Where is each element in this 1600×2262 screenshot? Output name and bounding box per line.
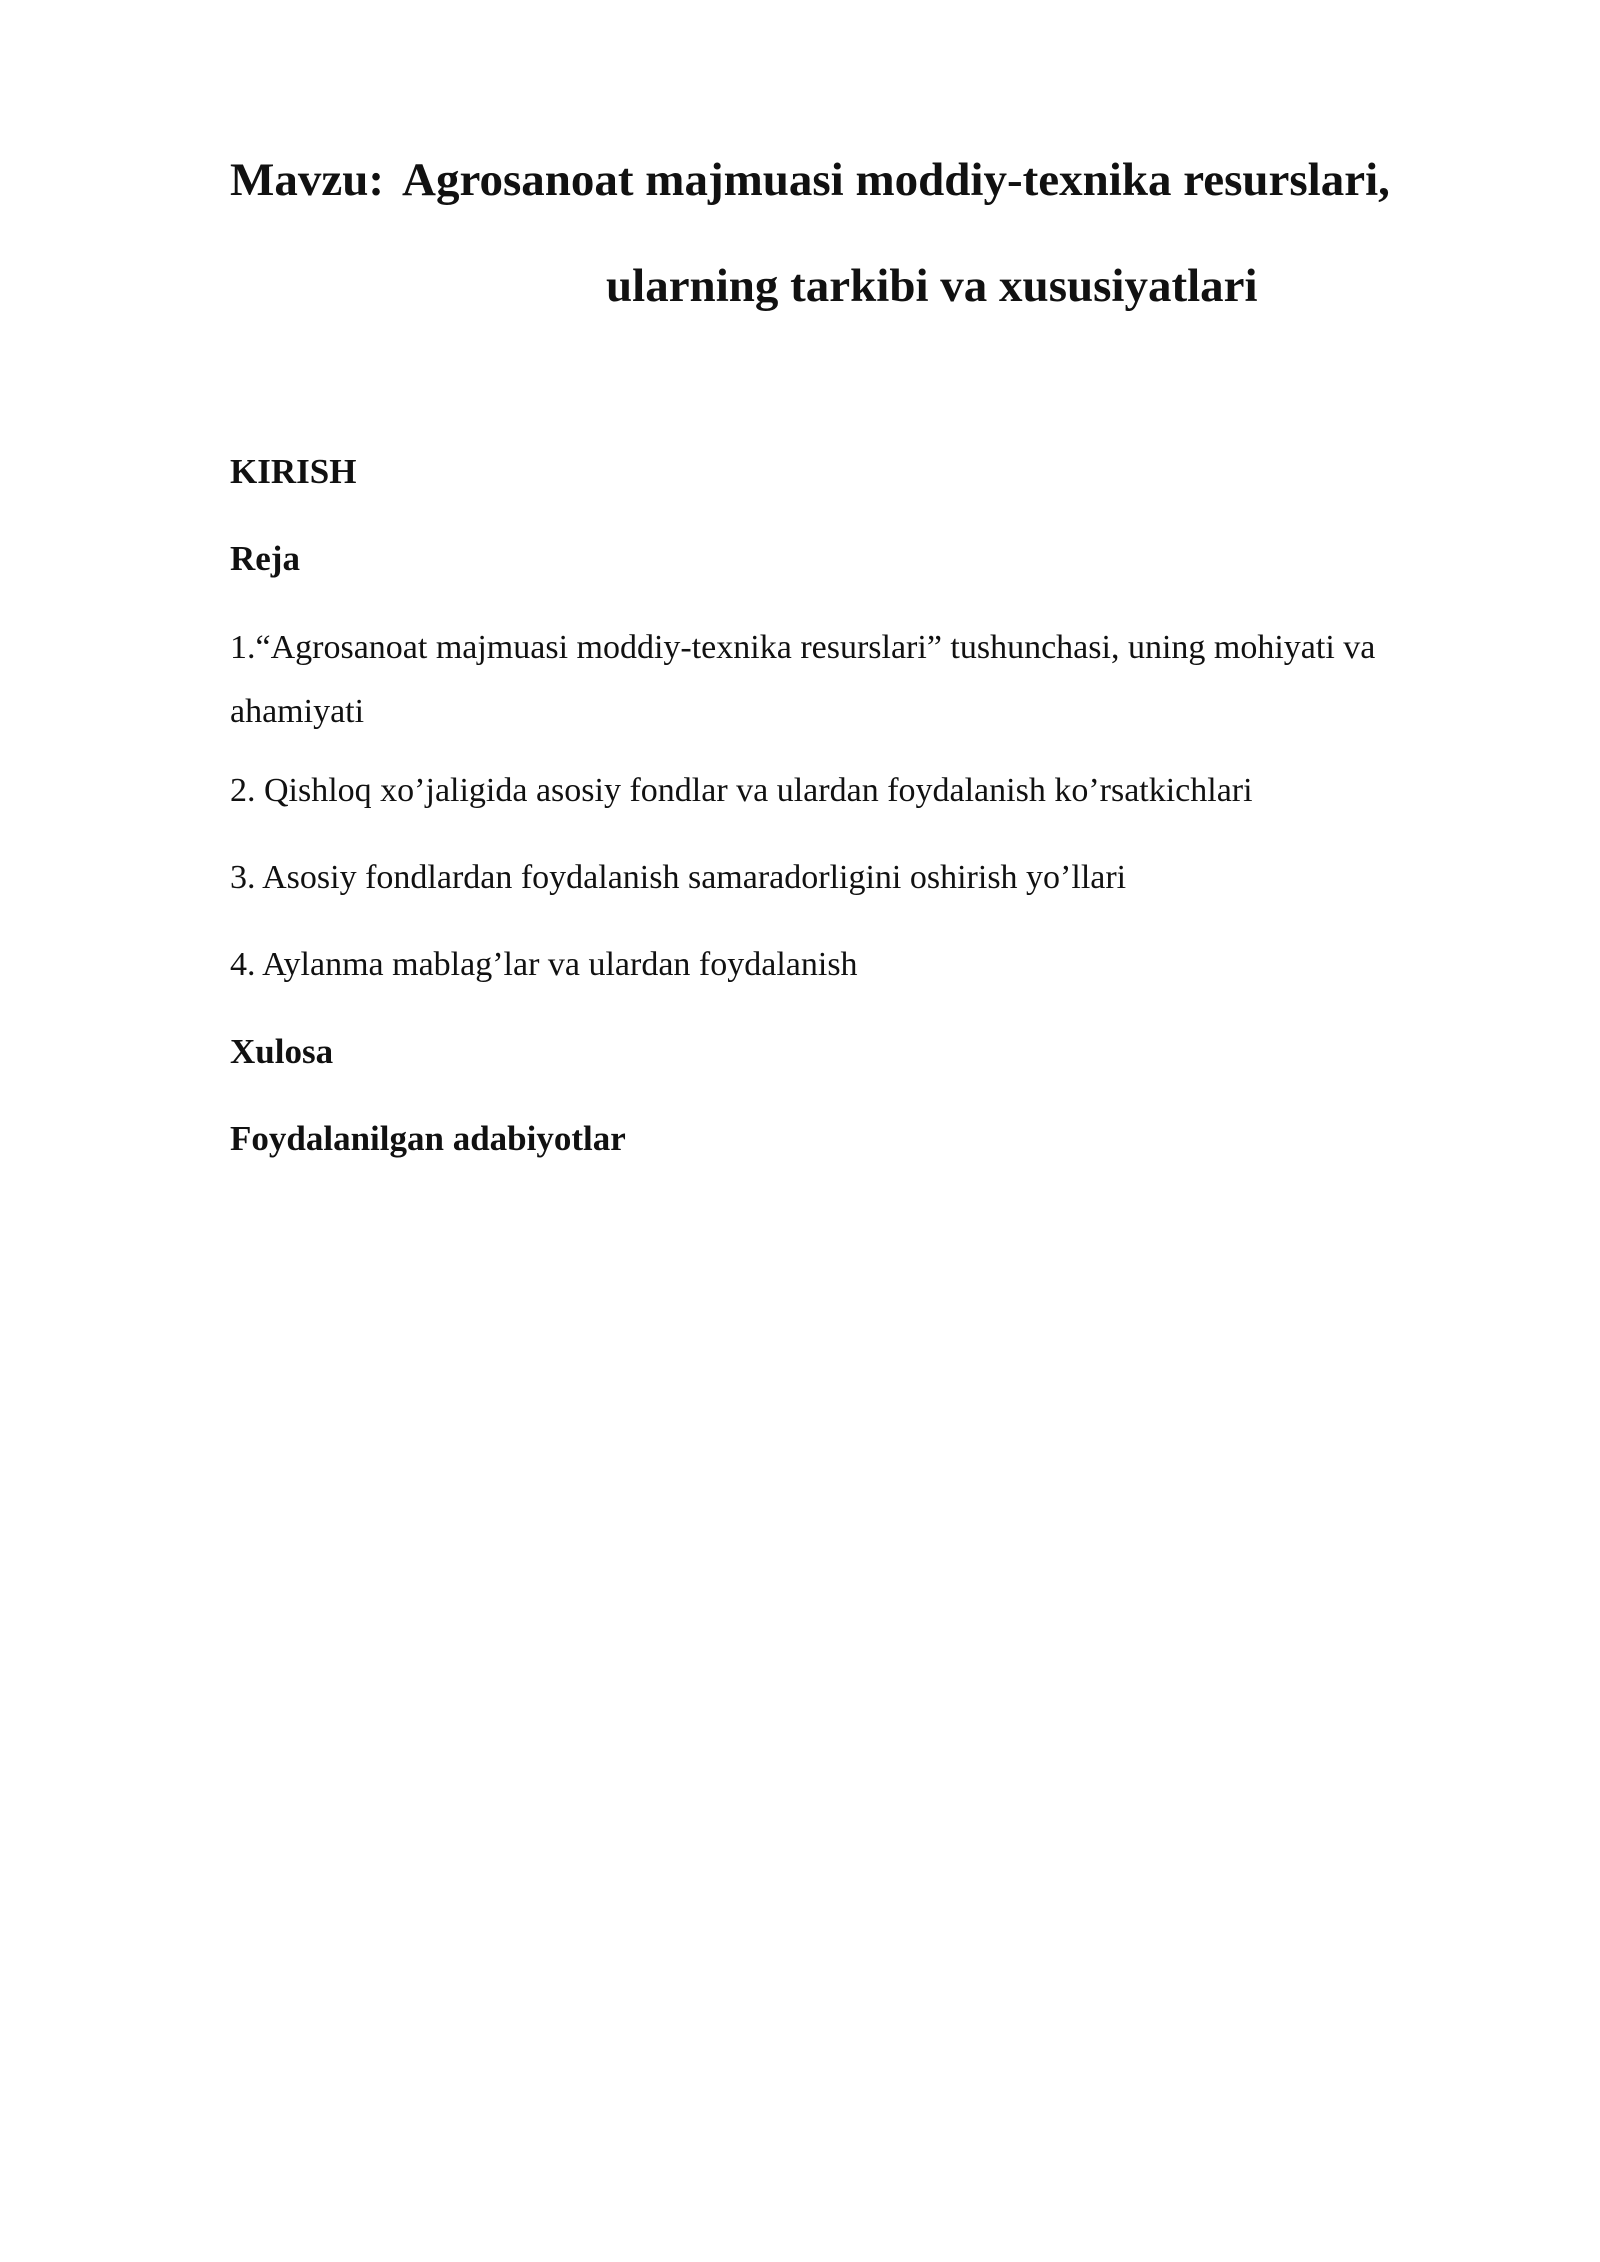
title-text-line-1: Agrosanoat majmuasi moddiy-texnika resurslari, bbox=[402, 154, 1390, 206]
document-title-line-1 bbox=[230, 150, 1390, 210]
section-heading-intro: KIRISH bbox=[230, 452, 357, 491]
plan-item-2: 2. Qishloq xo’jaligida asosiy fondlar va ulardan foydalanish ko’rsatkichlari bbox=[230, 772, 1253, 809]
document-title-line-2: ularning tarkibi va xususiyatlari bbox=[606, 260, 1258, 312]
plan-item-1: 1.“Agrosanoat majmuasi moddiy-texnika resurslari” tushunchasi, uning mohiyati va ahamiyati bbox=[230, 629, 1376, 730]
plan-item-3: 3. Asosiy fondlardan foydalanish samaradorligini oshirish yo’llari bbox=[230, 859, 1127, 896]
section-heading-plan: Reja bbox=[230, 539, 300, 578]
title-label: Mavzu: bbox=[230, 154, 385, 206]
plan-item-4: 4. Aylanma mablag’lar va ulardan foydalanish bbox=[230, 946, 858, 983]
section-heading-references: Foydalanilgan adabiyotlar bbox=[230, 1119, 626, 1158]
section-heading-conclusion: Xulosa bbox=[230, 1032, 334, 1071]
